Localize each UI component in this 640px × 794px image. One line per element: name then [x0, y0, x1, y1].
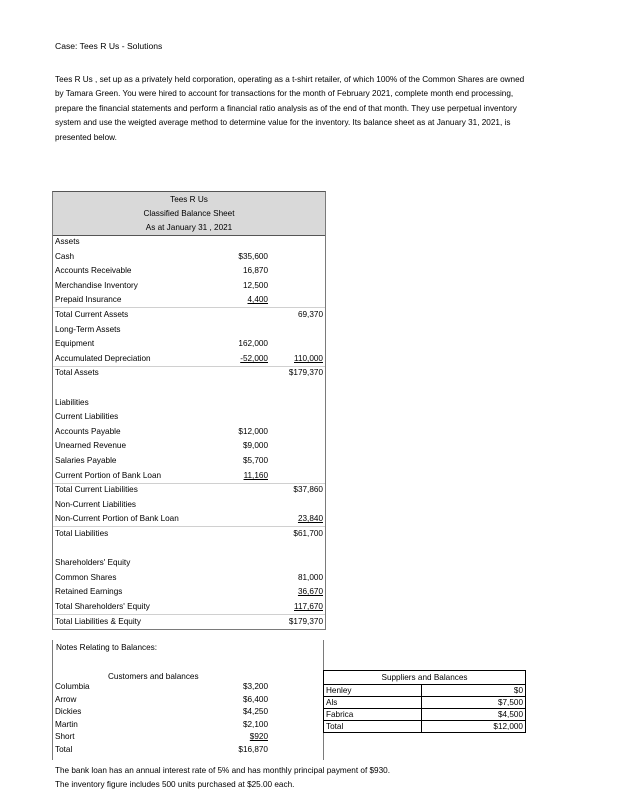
row-label: Total Liabilities & Equity [55, 616, 142, 626]
row-value-col1: 162,000 [238, 339, 268, 349]
row-value-col1: $35,600 [238, 251, 268, 261]
suppliers-heading: Suppliers and Balances [324, 671, 526, 685]
supplier-name: Als [324, 697, 422, 709]
row-divider [53, 614, 325, 615]
customer-name: Total [55, 744, 73, 754]
row-label: Assets [55, 237, 80, 246]
supplier-row [324, 709, 526, 721]
row-label: Equipment [55, 339, 95, 349]
page-title: Case: Tees R Us - Solutions [55, 41, 163, 51]
row-value-col2: 81,000 [297, 572, 323, 582]
row-value-col1: $9,000 [242, 441, 268, 451]
row-label: Accounts Payable [55, 426, 121, 436]
row-value-col2: 36,670 [297, 587, 323, 597]
row-label: Accounts Receivable [55, 266, 132, 276]
row-label: Retained Earnings [55, 587, 123, 597]
row-label: Shareholders' Equity [55, 558, 131, 568]
row-label: Merchandise Inventory [55, 280, 138, 290]
notes-section [52, 640, 325, 760]
supplier-row [324, 697, 526, 709]
supplier-row [324, 721, 526, 733]
row-label: Current Liabilities [55, 412, 119, 422]
row-value-col1: 12,500 [242, 280, 268, 290]
intro-paragraph: Tees R Us , set up as a privately held corporation, operating as a t-shirt retailer, of which 100% of the Common Shares are owned by Tamara Green. You were hired to account for transactions for the month of February 2021, complete month end processing, prepare the financial statements and perform a financial ratio analysis as of the end of that month. They use perpetual inventory system and use the weigted average method to determine value for the inventory. Its balance sheet as at January 31, 2021, is presented below. [55, 75, 525, 142]
customer-name: Arrow [55, 694, 77, 704]
customer-name: Dickies [55, 707, 82, 716]
statement-title: Classified Balance Sheet [143, 209, 235, 218]
customer-amount: $16,870 [238, 744, 268, 754]
row-value-col2: $179,370 [288, 368, 323, 378]
row-label: Accumulated Depreciation [55, 353, 151, 363]
company-name: Tees R Us [170, 195, 208, 204]
customer-amount: $920 [249, 732, 268, 741]
row-value-col2: 23,840 [297, 514, 323, 524]
row-label: Common Shares [55, 572, 117, 582]
supplier-row [324, 685, 526, 697]
row-value-col1: 16,870 [242, 266, 268, 276]
row-label: Total Shareholders' Equity [55, 602, 150, 611]
row-divider [53, 483, 325, 484]
supplier-amount: $4,500 [421, 709, 525, 721]
supplier-amount: $0 [421, 685, 525, 697]
loan-note: The bank loan has an annual interest rate of 5% and has monthly principal payment of $930. [55, 766, 390, 775]
customers-heading: Customers and balances [108, 672, 199, 681]
row-label: Total Assets [55, 368, 99, 378]
customer-name: Short [55, 732, 75, 741]
row-label: Current Portion of Bank Loan [55, 470, 162, 480]
row-label: Prepaid Insurance [55, 295, 122, 305]
supplier-amount: $12,000 [421, 721, 525, 733]
row-value-col2: 110,000 [294, 353, 323, 363]
row-label: Liabilities [55, 397, 89, 407]
statement-date: As at January 31 , 2021 [145, 223, 233, 232]
row-label: Long-Term Assets [55, 324, 121, 334]
customer-name: Columbia [55, 682, 90, 691]
row-value-col2: $37,860 [293, 485, 323, 495]
customer-amount: $3,200 [242, 682, 268, 691]
row-value-col1: 11,160 [243, 470, 268, 480]
row-value-col2: $179,370 [288, 616, 323, 626]
row-divider [53, 366, 325, 367]
inventory-note: The inventory figure includes 500 units purchased at $25.00 each. [55, 780, 295, 789]
customer-amount: $2,100 [242, 719, 268, 729]
row-value-col2: $61,700 [293, 529, 323, 538]
customer-name: Martin [55, 719, 78, 729]
suppliers-table [323, 670, 526, 733]
balance-sheet [52, 191, 326, 630]
supplier-amount: $7,500 [421, 697, 525, 709]
row-label: Total Liabilities [55, 529, 109, 538]
customer-amount: $4,250 [242, 707, 268, 716]
row-label: Non-Current Portion of Bank Loan [55, 514, 179, 524]
balance-sheet-header [53, 192, 325, 236]
row-label: Total Current Liabilities [55, 485, 138, 495]
supplier-name: Henley [324, 685, 422, 697]
row-value-col1: 4,400 [247, 295, 268, 305]
row-label: Non-Current Liabilities [55, 499, 136, 509]
row-divider [53, 307, 325, 308]
row-label: Cash [55, 251, 75, 261]
row-value-col1: $12,000 [238, 426, 268, 436]
row-value-col2: 117,670 [294, 602, 323, 611]
row-value-col1: $5,700 [242, 456, 268, 465]
row-label: Total Current Assets [55, 310, 129, 319]
row-divider [53, 526, 325, 527]
row-value-col1: -52,000 [240, 353, 268, 363]
notes-heading: Notes Relating to Balances: [56, 643, 158, 652]
supplier-name: Total [324, 721, 422, 733]
row-value-col2: 69,370 [297, 310, 323, 319]
row-label: Salaries Payable [55, 456, 117, 465]
supplier-name: Fabrica [324, 709, 422, 721]
customer-amount: $6,400 [242, 694, 268, 704]
row-label: Unearned Revenue [55, 441, 127, 451]
